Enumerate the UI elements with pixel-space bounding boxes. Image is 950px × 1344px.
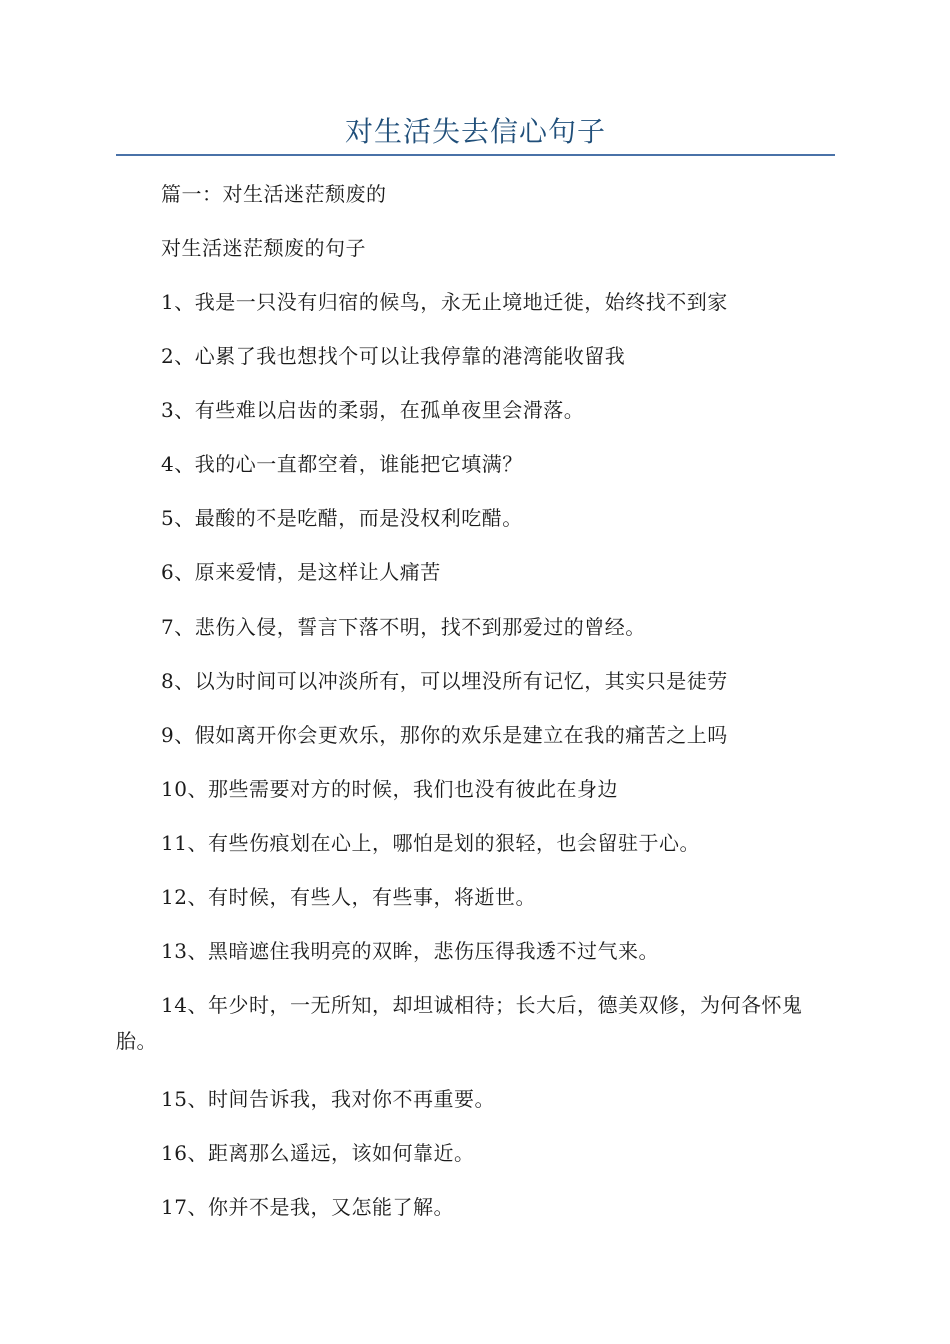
list-item: 14、年少时，一无所知，却坦诚相待；长大后，德美双修，为何各怀鬼胎。 — [116, 993, 803, 1053]
list-item: 4、我的心一直都空着，谁能把它填满？ — [161, 452, 523, 476]
list-item: 16、距离那么遥远，该如何靠近。 — [161, 1141, 475, 1165]
list-item: 8、以为时间可以冲淡所有，可以埋没所有记忆，其实只是徒劳 — [161, 669, 728, 693]
list-item: 6、原来爱情，是这样让人痛苦 — [161, 560, 441, 584]
list-item: 1、我是一只没有归宿的候鸟，永无止境地迁徙，始终找不到家 — [161, 290, 728, 314]
list-item: 2、心累了我也想找个可以让我停靠的港湾能收留我 — [161, 344, 626, 368]
list-item: 15、时间告诉我，我对你不再重要。 — [161, 1087, 495, 1111]
title-underline — [116, 154, 835, 156]
list-item: 3、有些难以启齿的柔弱，在孤单夜里会滑落。 — [161, 398, 585, 422]
section-heading: 篇一：对生活迷茫颓废的 — [161, 182, 387, 206]
list-item: 7、悲伤入侵，誓言下落不明，找不到那爱过的曾经。 — [161, 615, 646, 639]
subheading: 对生活迷茫颓废的句子 — [161, 236, 366, 260]
list-item: 12、有时候，有些人，有些事，将逝世。 — [161, 885, 536, 909]
list-item: 13、黑暗遮住我明亮的双眸，悲伤压得我透不过气来。 — [161, 939, 659, 963]
list-item: 11、有些伤痕划在心上，哪怕是划的狠轻，也会留驻于心。 — [161, 831, 700, 855]
list-item: 17、你并不是我，又怎能了解。 — [161, 1195, 454, 1219]
list-item: 5、最酸的不是吃醋，而是没权利吃醋。 — [161, 506, 523, 530]
list-item: 10、那些需要对方的时候，我们也没有彼此在身边 — [161, 777, 618, 801]
document-title: 对生活失去信心句子 — [344, 115, 606, 148]
list-item: 9、假如离开你会更欢乐，那你的欢乐是建立在我的痛苦之上吗 — [161, 723, 728, 747]
